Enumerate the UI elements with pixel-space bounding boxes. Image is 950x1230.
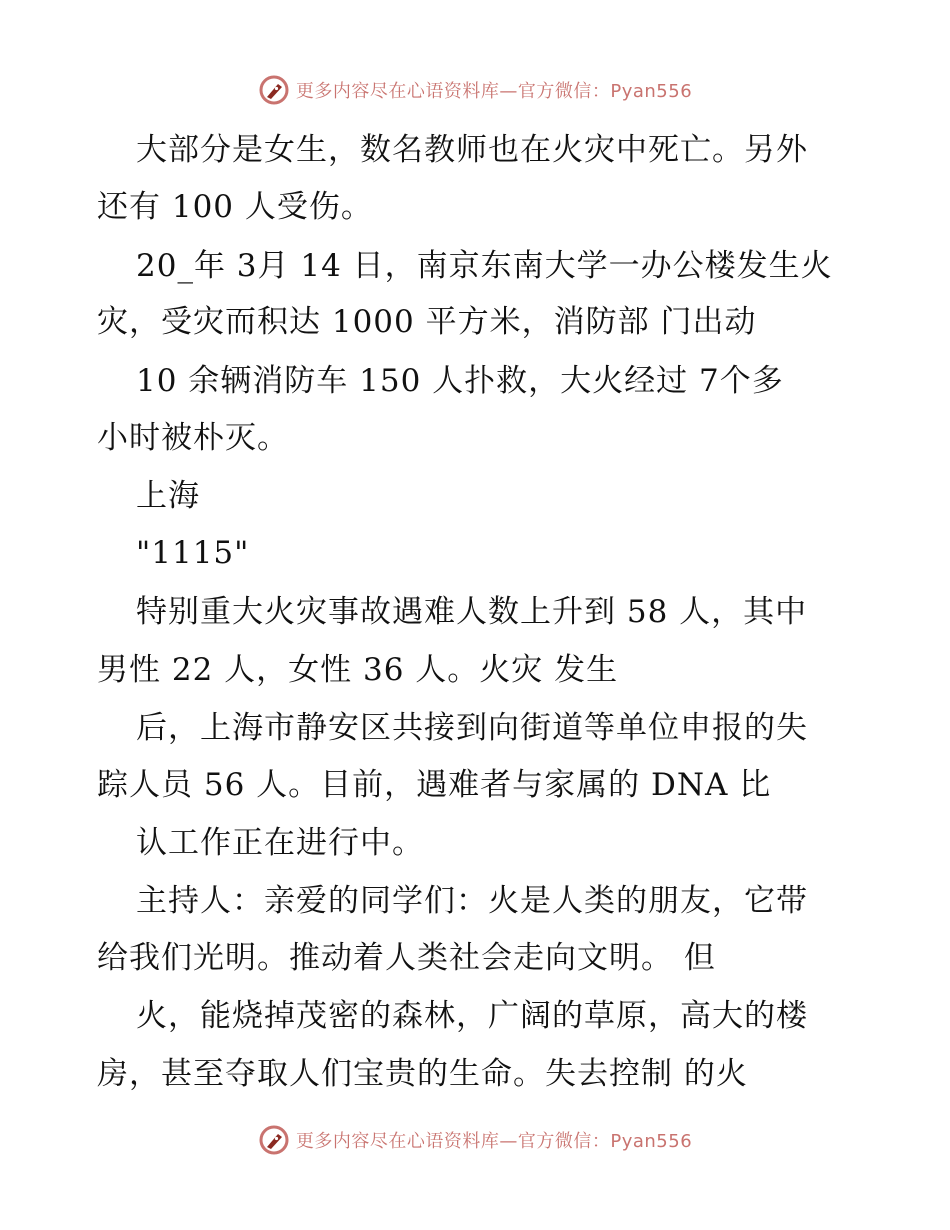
text-line: 后，上海市静安区共接到向街道等单位申报的失 (136, 710, 808, 746)
text-line: 认工作正在进行中。 (136, 825, 424, 861)
text-line: 特别重大火灾事故遇难人数上升到 58 人，其中 (136, 594, 808, 630)
text-line: 灾，受灾而积达 1000 平方米，消防部 门出动 (97, 304, 757, 340)
footer-banner-text: 更多内容尽在心语资料库—官方微信：Pyan556 (295, 1131, 693, 1152)
text-line: 上海 (136, 478, 200, 514)
pen-nib-circle-icon (258, 1124, 290, 1156)
text-line: 大部分是女生，数名教师也在火灾中死亡。另外 (136, 132, 808, 168)
header-banner-text: 更多内容尽在心语资料库—官方微信：Pyan556 (295, 81, 693, 102)
text-line: 小时被朴灭。 (97, 420, 289, 456)
footer-banner (0, 1120, 950, 1160)
text-line: "1115" (136, 535, 250, 571)
text-line: 火，能烧掉茂密的森林，广阔的草原，高大的楼 (136, 998, 808, 1034)
text-line: 房，甚至夺取人们宝贵的生命。失去控制 的火 (97, 1056, 748, 1092)
text-line: 20_年 3月 14 日，南京东南大学一办公楼发生火 (136, 248, 833, 284)
text-line: 10 余辆消防车 150 人扑救，大火经过 7个多 (136, 363, 784, 399)
text-line: 还有 100 人受伤。 (97, 189, 373, 225)
text-line: 主持人：亲爱的同学们：火是人类的朋友，它带 (136, 883, 808, 919)
pen-nib-circle-icon (258, 74, 290, 106)
text-line: 踪人员 56 人。目前，遇难者与家属的 DNA 比 (97, 767, 772, 803)
text-line: 男性 22 人，女性 36 人。火灾 发生 (97, 652, 619, 688)
text-line: 给我们光明。推动着人类社会走向文明。 但 (97, 940, 716, 976)
header-banner (0, 70, 950, 110)
